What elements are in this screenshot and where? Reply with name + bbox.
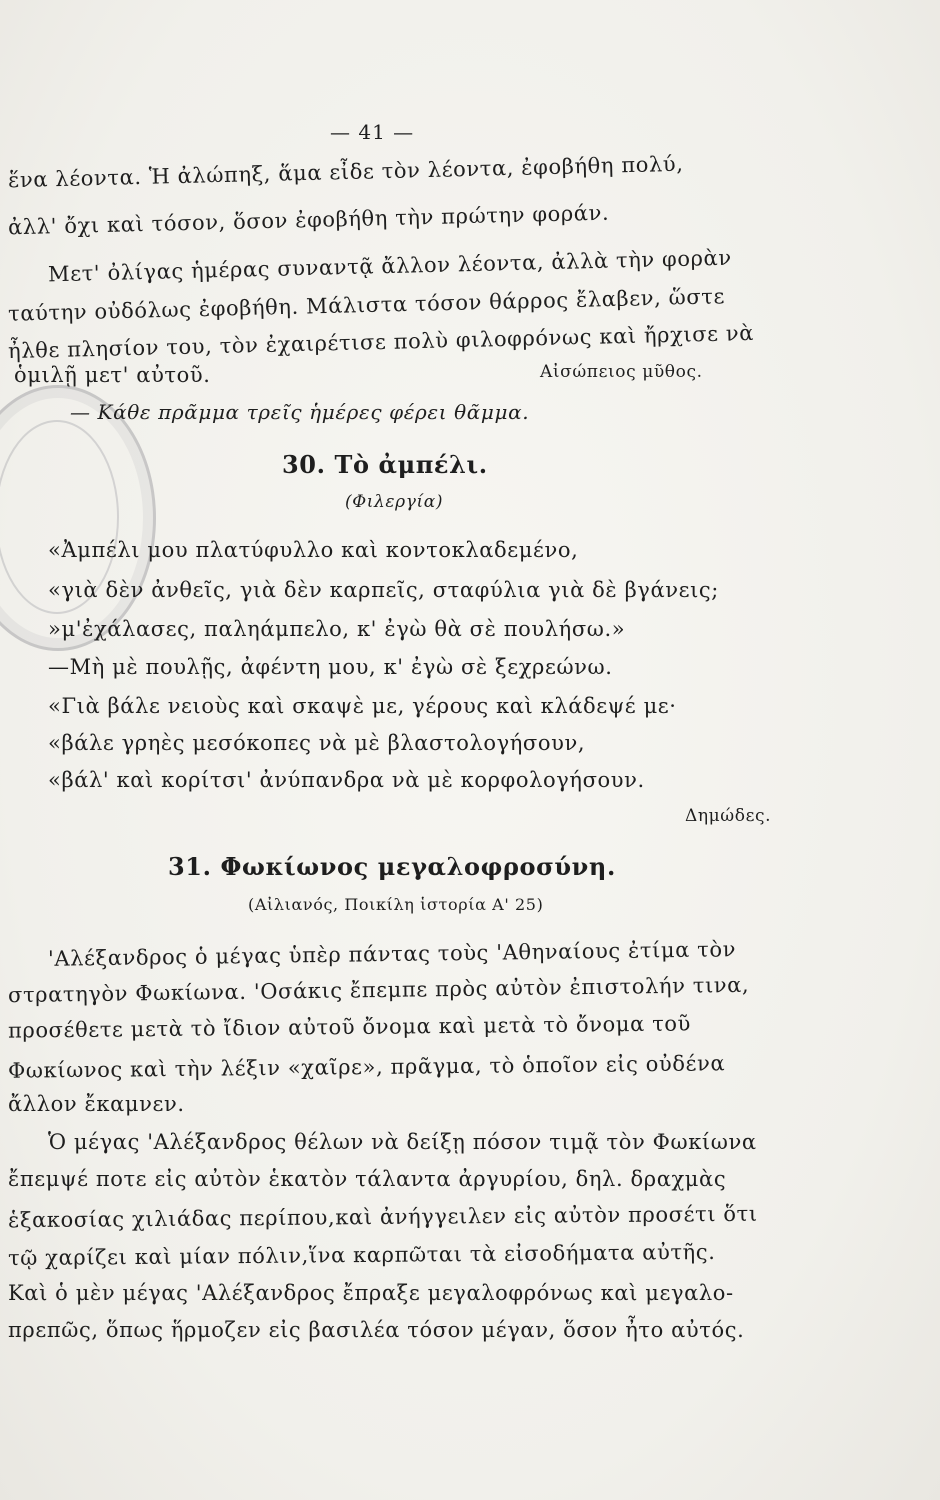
page-number: — 41 — (330, 120, 415, 144)
section-subtitle-31: (Αἰλιανός, Ποικίλη ἱστορία Α' 25) (248, 895, 544, 914)
proverb: — Κάθε πρᾶμμα τρεῖς ἡμέρες φέρει θᾶμμα. (70, 400, 530, 424)
text-line: Ὁ μέγας 'Αλέξανδρος θέλων νὰ δείξῃ πόσον τιμᾷ τὸν Φωκίωνα (48, 1130, 757, 1154)
poem-line: »μ'ἐχάλασες, παληάμπελο, κ' ἐγὼ θὰ σὲ πουλήσω.» (48, 617, 626, 641)
section-title-31: 31. Φωκίωνος μεγαλοφροσύνη. (168, 852, 616, 881)
text-line: Φωκίωνος καὶ τὴν λέξιν «χαῖρε», πρᾶγμα, τὸ ὁποῖον εἰς οὐδένα (7, 1051, 726, 1083)
story-line: Μετ' ὀλίγας ἡμέρας συναντᾷ ἄλλον λέοντα, ἀλλὰ τὴν φορὰν (47, 245, 732, 287)
story-line: ἕνα λέοντα. Ἡ ἀλώπηξ, ἅμα εἶδε τὸν λέοντα, ἐφοβήθη πολύ, (7, 151, 684, 193)
section-title-30: 30. Τὸ ἀμπέλι. (282, 450, 488, 479)
story-line: ἀλλ' ὄχι καὶ τόσον, ὅσον ἐφοβήθη τὴν πρώτην φοράν. (7, 200, 610, 240)
text-line: ἑξακοσίας χιλιάδας περίπου,καὶ ἀνήγγειλεν εἰς αὐτὸν προσέτι ὅτι (7, 1201, 758, 1233)
text-line: ἔπεμψέ ποτε εἰς αὐτὸν ἑκατὸν τάλαντα ἀργυρίου, δηλ. δραχμὰς (8, 1167, 727, 1191)
text-line: προσέθετε μετὰ τὸ ἴδιον αὐτοῦ ὄνομα καὶ μετὰ τὸ ὄνομα τοῦ (7, 1011, 692, 1043)
text-line: Καὶ ὁ μὲν μέγας 'Αλέξανδρος ἔπραξε μεγαλοφρόνως καὶ μεγαλο- (8, 1281, 734, 1305)
story-source: Αἰσώπειος μῦθος. (540, 362, 703, 382)
text-line: στρατηγὸν Φωκίωνα. 'Οσάκις ἔπεμπε πρὸς αὐτὸν ἐπιστολήν τινα, (7, 972, 750, 1008)
story-line: ταύτην οὐδόλως ἐφοβήθη. Μάλιστα τόσον θάρρος ἔλαβεν, ὥστε (7, 284, 726, 326)
story-line: ὁμιλῇ μετ' αὐτοῦ. (14, 363, 211, 387)
text-line: 'Αλέξανδρος ὁ μέγας ὑπὲρ πάντας τοὺς 'Αθηναίους ἐτίμα τὸν (47, 937, 737, 971)
poem-line: «βάλ' καὶ κορίτσι' ἀνύπανδρα νὰ μὲ κορφολογήσουν. (48, 768, 645, 792)
poem-line: «βάλε γρηὲς μεσόκοπες νὰ μὲ βλαστολογήσουν, (48, 731, 586, 755)
story-line: ἦλθε πλησίον του, τὸν ἐχαιρέτισε πολὺ φιλοφρόνως καὶ ἤρχισε νὰ (7, 320, 755, 364)
section-subtitle-30: (Φιλεργία) (345, 492, 444, 512)
poem-line: «Γιὰ βάλε νειοὺς καὶ σκαψὲ με, γέρους καὶ κλάδεψέ με· (48, 694, 677, 718)
text-line: ἄλλον ἔκαμνεν. (8, 1092, 185, 1116)
poem-line: «γιὰ δὲν ἀνθεῖς, γιὰ δὲν καρπεῖς, σταφύλια γιὰ δὲ βγάνεις; (48, 578, 719, 602)
poem-line: —Μὴ μὲ πουλῇς, ἀφέντη μου, κ' ἐγὼ σὲ ξεχρεώνω. (48, 655, 613, 679)
poem-line: «Ἀμπέλι μου πλατύφυλλο καὶ κοντοκλαδεμένο, (48, 538, 579, 562)
text-line: πρεπῶς, ὅπως ἥρμοζεν εἰς βασιλέα τόσον μέγαν, ὅσον ἦτο αὐτός. (8, 1318, 745, 1342)
text-line: τῷ χαρίζει καὶ μίαν πόλιν,ἵνα καρπῶται τὰ εἰσοδήματα αὐτῆς. (7, 1239, 716, 1271)
poem-source: Δημώδες. (685, 806, 772, 826)
